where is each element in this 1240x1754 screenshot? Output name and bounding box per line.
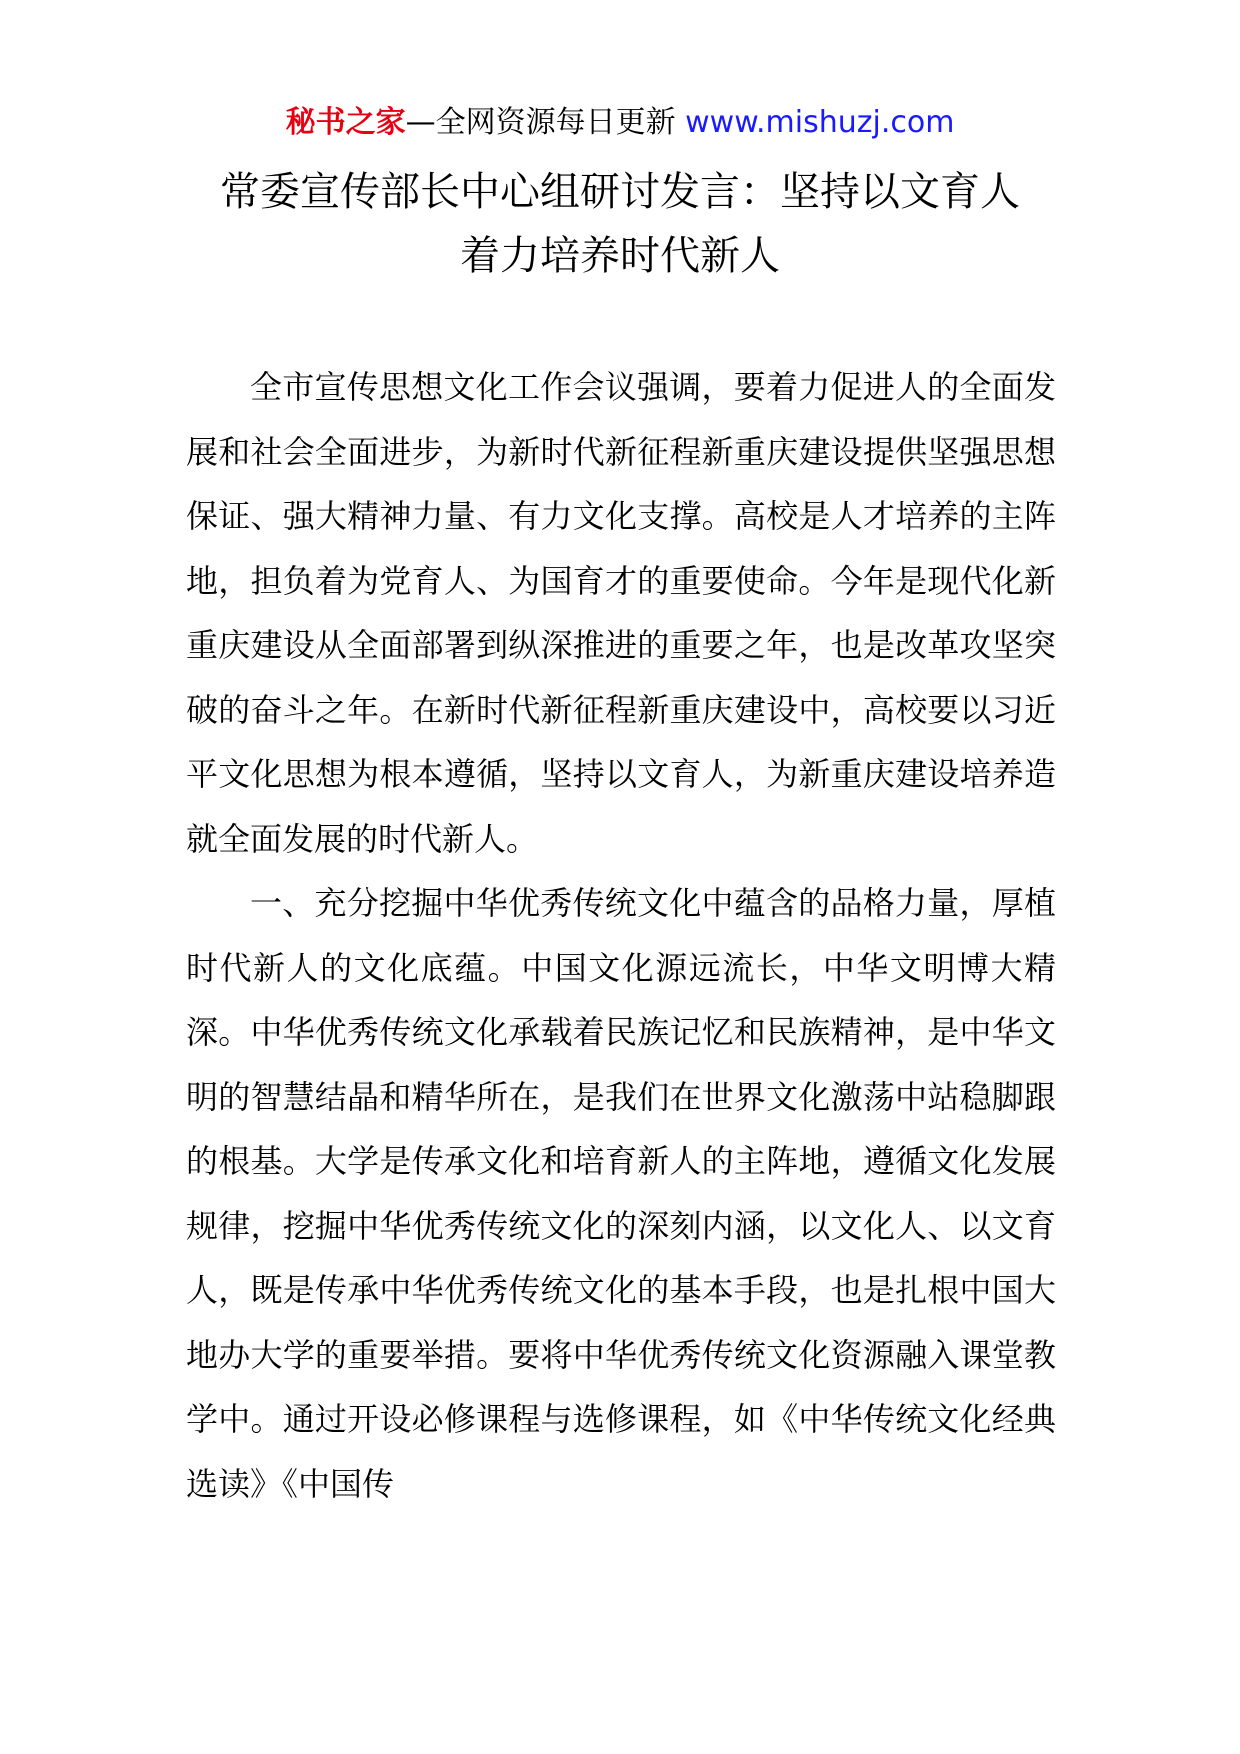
title-line-2: 着力培养时代新人 <box>460 233 780 279</box>
paragraph-intro: 全市宣传思想文化工作会议强调，要着力促进人的全面发展和社会全面进步，为新时代新征程新重庆建设提供坚强思想保证、强大精神力量、有力文化支撑。高校是人才培养的主阵地，担负着为党育人、为国育才的重要使命。今年是现代化新重庆建设从全面部署到纵深推进的重要之年，也是改革攻坚突破的奋斗之年。在新时代新征程新重庆建设中，高校要以习近平文化思想为根本遵循，坚持以文育人，为新重庆建设培养造就全面发展的时代新人。 <box>186 368 1056 858</box>
header-slogan: —全网资源每日更新 <box>405 105 686 140</box>
document-title <box>150 160 1090 288</box>
paragraph-section-1: 一、充分挖掘中华优秀传统文化中蕴含的品格力量，厚植时代新人的文化底蕴。中国文化源远流长，中华文明博大精深。中华优秀传统文化承载着民族记忆和民族精神，是中华文明的智慧结晶和精华所在，是我们在世界文化激荡中站稳脚跟的根基。大学是传承文化和培育新人的主阵地，遵循文化发展规律，挖掘中华优秀传统文化的深刻内涵，以文化人、以文育人，既是传承中华优秀传统文化的基本手段，也是扎根中国大地办大学的重要举措。要将中华优秀传统文化资源融入课堂教学中。通过开设必修课程与选修课程，如《中华传统文化经典选读》《中国传 <box>186 884 1056 1503</box>
document-body <box>186 355 1056 1516</box>
site-url-link[interactable]: www.mishuzj.com <box>685 105 955 140</box>
brand-name: 秘书之家 <box>285 105 406 140</box>
site-header <box>0 100 1240 146</box>
title-line-1: 常委宣传部长中心组研讨发言：坚持以文育人 <box>220 169 1020 215</box>
